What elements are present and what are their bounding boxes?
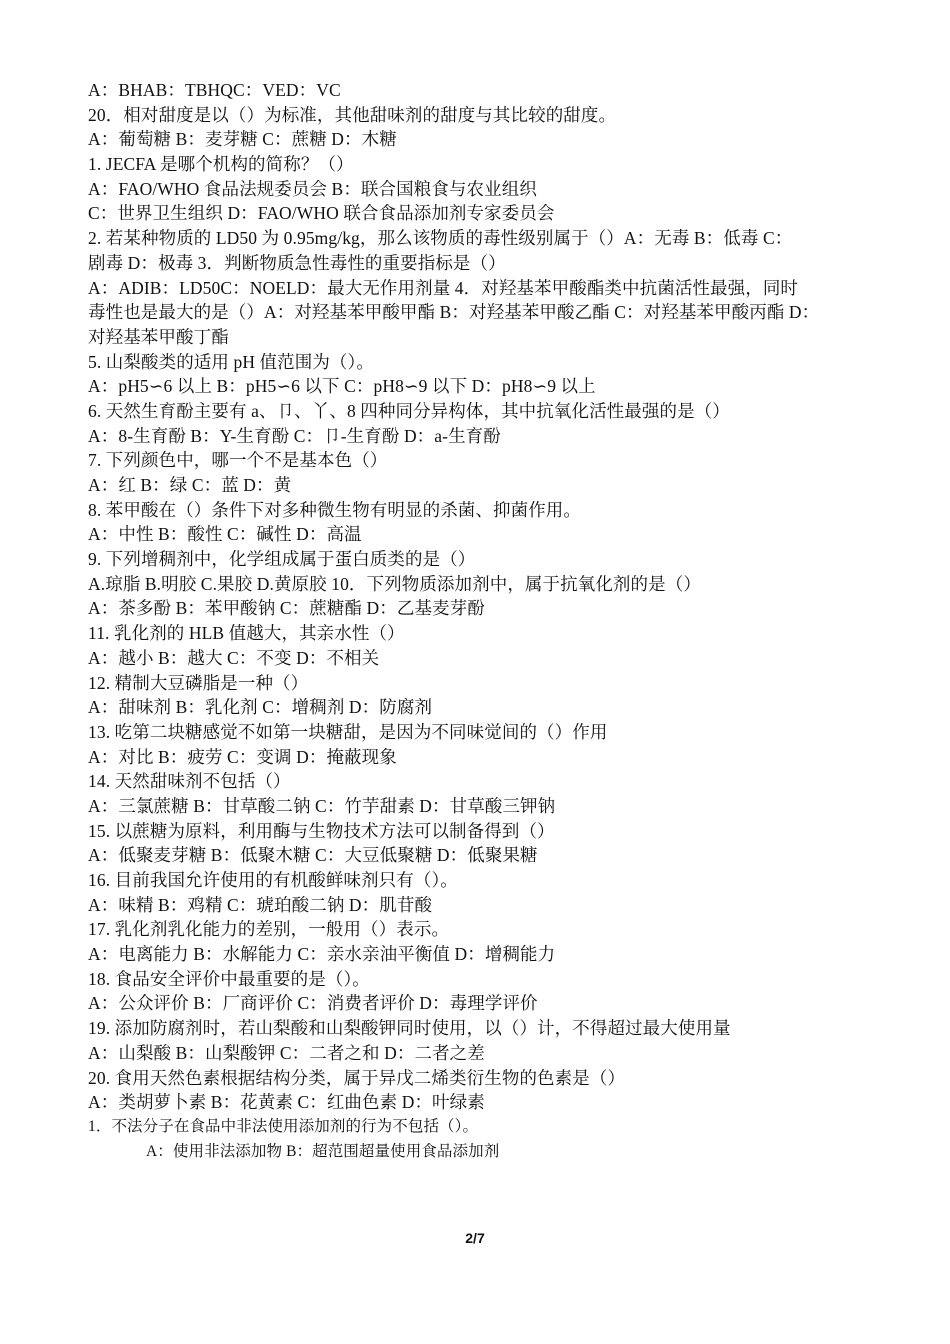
text-line: 20. 食用天然色素根据结构分类，属于异戊二烯类衍生物的色素是（） bbox=[88, 1067, 626, 1088]
text-line: A：对比 B：疲劳 C：变调 D：掩蔽现象 bbox=[88, 746, 397, 767]
text-line: A：味精 B：鸡精 C：琥珀酸二钠 D：肌苷酸 bbox=[88, 894, 433, 915]
text-line: 15. 以蔗糖为原料，利用酶与生物技术方法可以制备得到（） bbox=[88, 820, 555, 841]
text-line: A：电离能力 B：水解能力 C：亲水亲油平衡值 D：增稠能力 bbox=[88, 944, 556, 965]
text-line: A：8-生育酚 B：Y-生育酚 C：卩-生育酚 D：a-生育酚 bbox=[88, 425, 501, 446]
text-line: 16. 目前我国允许使用的有机酸鲜味剂只有（）。 bbox=[88, 870, 458, 890]
text-line: 20．相对甜度是以（）为标准，其他甜味剂的甜度与其比较的甜度。 bbox=[88, 104, 617, 125]
text-line: A：越小 B：越大 C：不变 D：不相关 bbox=[88, 647, 380, 668]
text-line: A：公众评价 B：厂商评价 C：消费者评价 D：毒理学评价 bbox=[88, 993, 538, 1014]
text-line: A：FAO/WHO 食品法规委员会 B：联合国粮食与农业组织 bbox=[88, 178, 537, 199]
text-line: 19. 添加防腐剂时，若山梨酸和山梨酸钾同时使用，以（）计，不得超过最大使用量 bbox=[88, 1018, 731, 1039]
text-line: A：类胡萝卜素 B：花黄素 C：红曲色素 D：叶绿素 bbox=[88, 1092, 485, 1113]
text-line: 6. 天然生育酚主要有 a、卩、丫、8 四种同分异构体，其中抗氧化活性最强的是（） bbox=[88, 400, 730, 421]
text-line: 8. 苯甲酸在（）条件下对多种微生物有明显的杀菌、抑菌作用。 bbox=[88, 499, 581, 520]
text-line: A：山梨酸 B：山梨酸钾 C：二者之和 D：二者之差 bbox=[88, 1042, 485, 1063]
text-line: 11. 乳化剂的 HLB 值越大，其亲水性（） bbox=[88, 623, 405, 644]
text-line: 对羟基苯甲酸丁酯 bbox=[88, 326, 229, 347]
text-line: A：茶多酚 B：苯甲酸钠 C：蔗糖酯 D：乙基麦芽酚 bbox=[88, 598, 485, 619]
text-line: A：低聚麦芽糖 B：低聚木糖 C：大豆低聚糖 D：低聚果糖 bbox=[88, 845, 538, 866]
text-line: 5. 山梨酸类的适用 pH 值范围为（）。 bbox=[88, 351, 374, 372]
text-line: A：使用非法添加物 B：超范围超量使用食品添加剂 bbox=[146, 1142, 500, 1160]
text-line: A.琼脂 B.明胶 C.果胶 D.黄原胶 10．下列物质添加剂中，属于抗氧化剂的是（） bbox=[88, 573, 701, 594]
text-line: A：pH5∽6 以上 B：pH5∽6 以下 C：pH8∽9 以下 D：pH8∽9 以上 bbox=[88, 376, 596, 397]
text-line: A：三氯蔗糖 B：甘草酸二钠 C：竹芋甜素 D：甘草酸三钾钠 bbox=[88, 795, 556, 816]
question-list bbox=[88, 78, 878, 1164]
text-line: 9. 下列增稠剂中，化学组成属于蛋白质类的是（） bbox=[88, 549, 476, 570]
text-line: 17. 乳化剂乳化能力的差别，一般用（）表示。 bbox=[88, 919, 450, 940]
text-line: C：世界卫生组织 D：FAO/WHO 联合食品添加剂专家委员会 bbox=[88, 203, 555, 224]
text-line: A：甜味剂 B：乳化剂 C：增稠剂 D：防腐剂 bbox=[88, 697, 433, 718]
page-number: 2/7 bbox=[465, 1230, 485, 1246]
text-line: 1．不法分子在食品中非法使用添加剂的行为不包括（）。 bbox=[88, 1117, 479, 1135]
text-line: 毒性也是最大的是（）A：对羟基苯甲酸甲酯 B：对羟基苯甲酸乙酯 C：对羟基苯甲酸丙酯 D： bbox=[88, 302, 820, 323]
text-line: A：红 B：绿 C：蓝 D：黄 bbox=[88, 475, 292, 495]
text-line: A：葡萄糖 B：麦芽糖 C：蔗糖 D：木糖 bbox=[88, 129, 397, 150]
text-line: 7. 下列颜色中，哪一个不是基本色（） bbox=[88, 450, 388, 471]
text-line: 2. 若某种物质的 LD50 为 0.95mg/kg，那么该物质的毒性级别属于（）A：无毒 B：低毒 C： bbox=[88, 228, 793, 249]
text-line: 18. 食品安全评价中最重要的是（）。 bbox=[88, 968, 370, 989]
text-line: 剧毒 D：极毒 3．判断物质急性毒性的重要指标是（） bbox=[88, 252, 506, 273]
text-line: 14. 天然甜味剂不包括（） bbox=[88, 771, 291, 792]
text-line: A：BHAB：TBHQC：VED：VC bbox=[88, 80, 341, 100]
text-line: 12. 精制大豆磷脂是一种（） bbox=[88, 672, 309, 693]
text-line: 13. 吃第二块糖感觉不如第一块糖甜，是因为不同味觉间的（）作用 bbox=[88, 721, 608, 742]
text-line: A：ADIB：LD50C：NOELD：最大无作用剂量 4．对羟基苯甲酸酯类中抗菌活性最强，同时 bbox=[88, 277, 799, 298]
text-line: 1. JECFA 是哪个机构的简称？（） bbox=[88, 154, 354, 175]
text-line: A：中性 B：酸性 C：碱性 D：高温 bbox=[88, 524, 362, 545]
